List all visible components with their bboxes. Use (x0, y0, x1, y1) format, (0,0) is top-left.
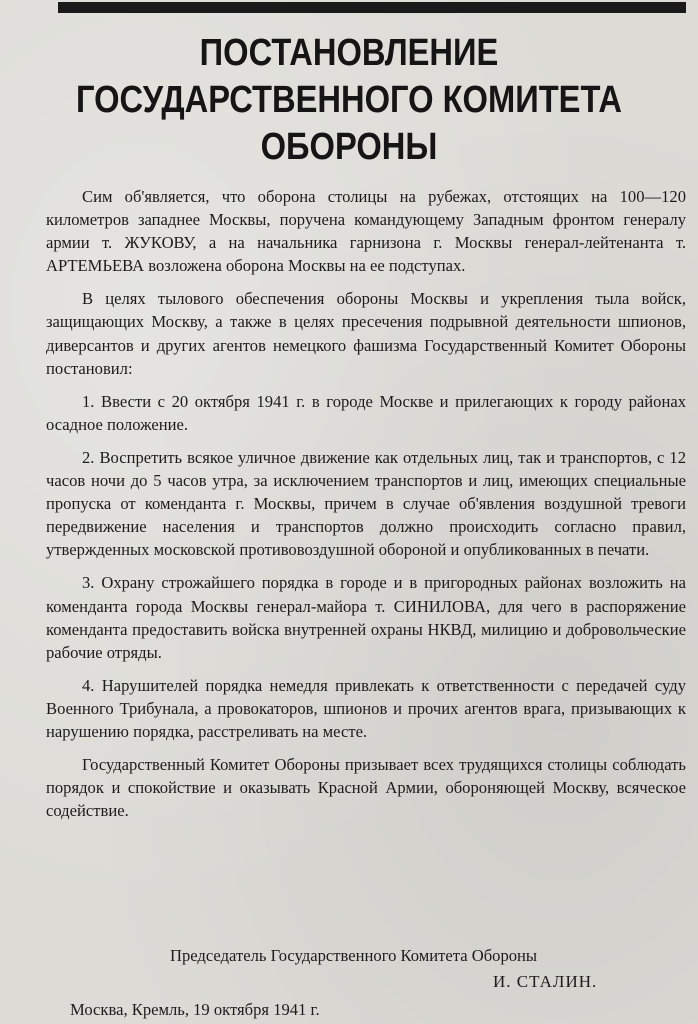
paragraph-appeal: Государственный Комитет Обороны призывает всех трудящихся столицы соблюдать порядок и спокойствие и оказывать Красной Армии, обороняющей Москву, всяческое содействие. (46, 755, 686, 821)
signatory-name: И. СТАЛИН. (493, 972, 598, 991)
paragraph-purpose: В целях тылового обеспечения обороны Москвы и укрепления тыла войск, защищающих Москву, а также в целях пресечения подрывной деятельности шпионов, диверсантов и других агентов немецкого фашизма Государственный Комитет Обороны постановил: (46, 289, 686, 378)
title-line-2: ГОСУДАРСТВЕННОГО КОМИТЕТА (76, 79, 622, 121)
paragraph-point-2: 2. Воспретить всякое уличное движение как отдельных лиц, так и транспортов, с 12 часов ночи до 5 часов утра, за исключением транспортов и лиц, имеющих специальные пропуска от коменданта г. Москвы, причем в случае об'явления воздушной тревоги передвижение населения и транспортов должно происходить согласно правил, утвержденных московской противовоздушной обороной и опубликованных в печати. (46, 447, 686, 560)
decree-title (49, 30, 649, 171)
paragraph-point-3: 3. Охрану строжайшего порядка в городе и в пригородных районах возложить на коменданта города Москвы генерал-майора т. СИНИЛОВА, для чего в распоряжение коменданта предоставить войска внутренней охраны НКВД, милицию и добровольческие рабочие отряды. (46, 573, 686, 662)
paragraph-point-1: 1. Ввести с 20 октября 1941 г. в городе Москве и прилегающих к городу районах осадное положение. (46, 391, 686, 434)
title-line-3: ОБОРОНЫ (260, 126, 438, 168)
paragraph-point-4: 4. Нарушителей порядка немедля привлекать к ответственности с передачей суду Военного Трибунала, а провокаторов, шпионов и прочих агентов врага, призывающих к нарушению порядка, расстреливать на месте. (46, 675, 686, 741)
decree-body (46, 185, 686, 832)
signatory-role: Председатель Государственного Комитета Обороны (170, 946, 538, 965)
top-rule (58, 2, 686, 13)
place-and-date: Москва, Кремль, 19 октября 1941 г. (70, 1000, 320, 1019)
paragraph-intro: Сим об'является, что оборона столицы на рубежах, отстоящих на 100—120 километров западнее Москвы, поручена командующему Западным фронтом генералу армии т. ЖУКОВУ, а на начальника гарнизона г. Москвы генерал-лейтенанта т. АРТЕМЬЕВА возложена оборона Москвы на ее подступах. (46, 187, 686, 276)
signature-block (170, 944, 638, 967)
title-line-1: ПОСТАНОВЛЕНИЕ (199, 32, 499, 74)
